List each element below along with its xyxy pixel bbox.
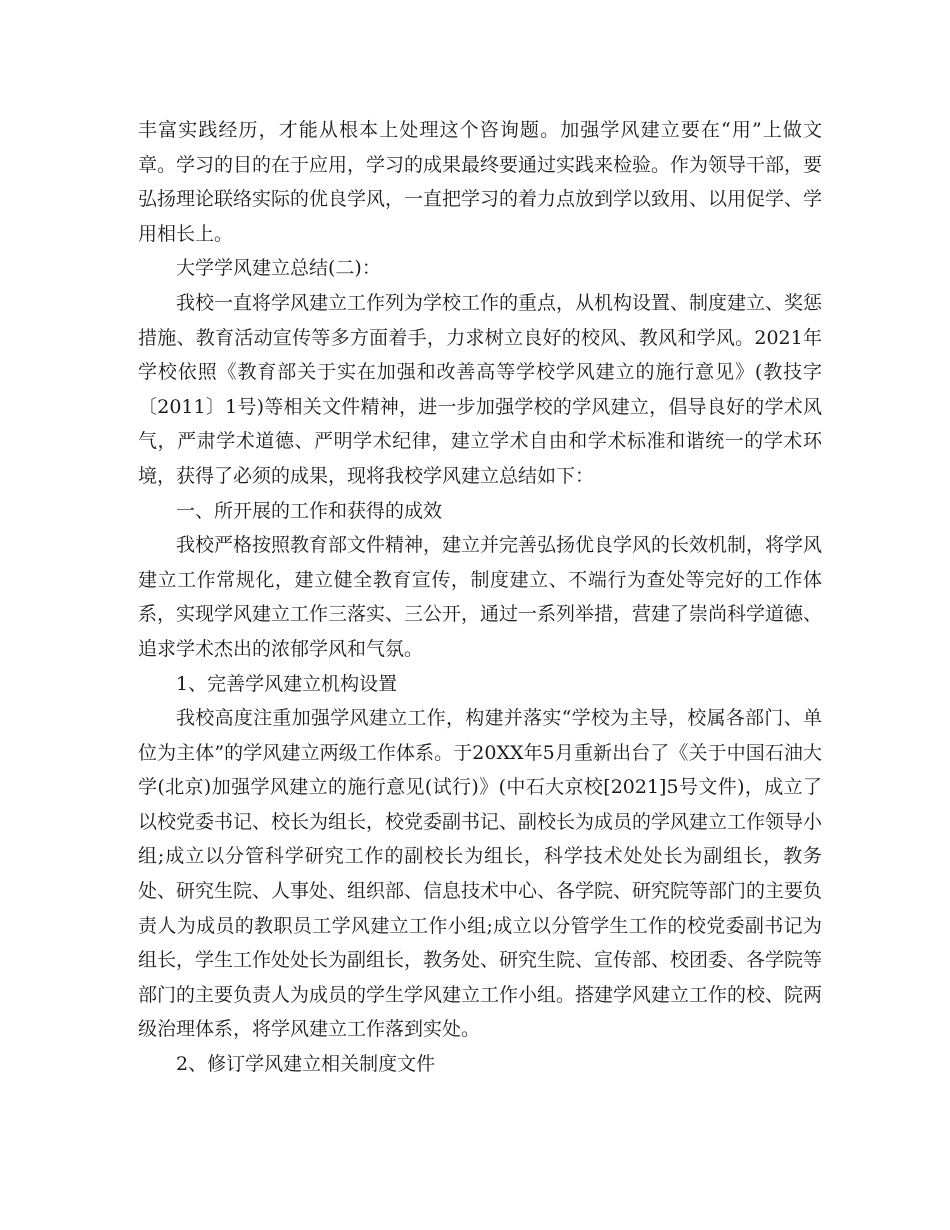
body-paragraph: 我校高度注重加强学风建立工作，构建并落实“学校为主导，校属各部门、单位为主体”的学风建立两级工作体系。于20XX年5月重新出台了《关于中国石油大学(北京)加强学风建立的施行意见(试行)》(中石大京校[2021]5号文件)，成立了以校党委书记、校长为组长，校党委副书记、副校长为成员的学风建立工作领导小组;成立以分管科学研究工作的副校长为组长，科学技术处处长为副组长，教务处、研究生院、人事处、组织部、信息技术中心、各学院、研究院等部门的主要负责人为成员的教职员工学风建立工作小组;成立以分管学生工作的校党委副书记为组长，学生工作处处长为副组长，教务处、研究生院、宣传部、校团委、各学院等部门的主要负责人为成员的学生学风建立工作小组。搭建学风建立工作的校、院两级治理体系，将学风建立工作落到实处。 (138, 707, 823, 1041)
subsection-heading: 2、修订学风建立相关制度文件 (176, 1053, 436, 1076)
body-paragraph: 我校严格按照教育部文件精神，建立并完善弘扬优良学风的长效机制，将学风建立工作常规化，建立健全教育宣传，制度建立、不端行为查处等完好的工作体系，实现学风建立工作三落实、三公开，通过一系列举措，营建了崇尚科学道德、追求学术杰出的浓郁学风和气氛。 (138, 534, 823, 660)
document-body (138, 113, 822, 1082)
body-paragraph: 丰富实践经历，才能从根本上处理这个咨询题。加强学风建立要在“用”上做文章。学习的目的在于应用，学习的成果最终要通过实践来检验。作为领导干部，要弘扬理论联络实际的优良学风，一直把学习的着力点放到学以致用、以用促学、学用相长上。 (138, 119, 823, 245)
section-heading: 一、所开展的工作和获得的成效 (176, 499, 443, 522)
subsection-heading: 1、完善学风建立机构设置 (176, 672, 398, 695)
body-paragraph: 我校一直将学风建立工作列为学校工作的重点，从机构设置、制度建立、奖惩措施、教育活动宣传等多方面着手，力求树立良好的校风、教风和学风。2021年学校依照《教育部关于实在加强和改善高等学校学风建立的施行意见》(教技字〔2011〕1号)等相关文件精神，进一步加强学校的学风建立，倡导良好的学术风气，严肃学术道德、严明学术纪律，建立学术自由和学术标准和谐统一的学术环境，获得了必须的成果，现将我校学风建立总结如下： (138, 291, 823, 487)
section-heading: 大学学风建立总结(二)： (176, 257, 381, 280)
